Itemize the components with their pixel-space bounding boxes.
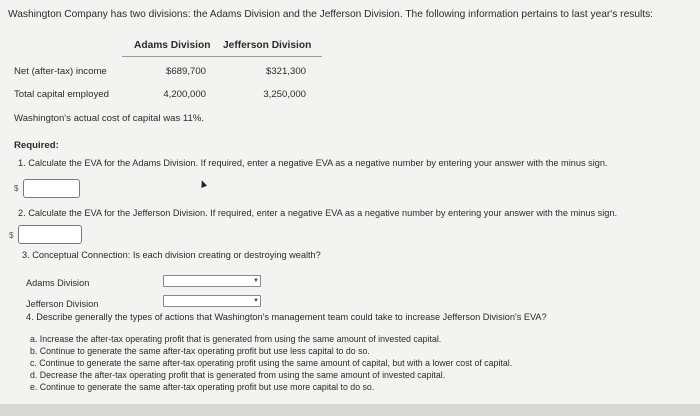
question-4-text: 4. Describe generally the types of actions that Washington's management team could take to increase Jefferson Division's EVA? [26, 312, 547, 322]
question-2-text: 2. Calculate the EVA for the Jefferson Division. If required, enter a negative EVA as a negative number by entering your answer with the minus sign. [18, 208, 618, 218]
jefferson-eva-input[interactable] [18, 225, 82, 244]
q4-option-e[interactable]: e. Continue to generate the same after-tax operating profit but use more capital to do so. [30, 382, 375, 392]
cost-of-capital-text: Washington's actual cost of capital was 11%. [14, 113, 205, 124]
cell-jefferson-total-capital: 3,250,000 [263, 89, 306, 100]
question-1-text: 1. Calculate the EVA for the Adams Division. If required, enter a negative EVA as a negative number by entering your answer with the minus sign. [18, 158, 608, 168]
mouse-cursor-icon [199, 179, 207, 188]
q4-option-b[interactable]: b. Continue to generate the same after-tax operating profit but use less capital to do so. [30, 346, 370, 356]
row-label-net-income: Net (after-tax) income [14, 66, 107, 77]
jefferson-wealth-dropdown[interactable] [163, 295, 261, 307]
required-label: Required: [14, 140, 59, 151]
adams-eva-input[interactable] [23, 179, 80, 198]
header-jefferson-division: Jefferson Division [223, 40, 312, 51]
adams-division-label: Adams Division [26, 278, 90, 288]
row-label-total-capital: Total capital employed [14, 89, 109, 100]
q1-currency-symbol: $ [14, 184, 19, 193]
header-adams-division: Adams Division [134, 40, 211, 51]
q4-option-d[interactable]: d. Decrease the after-tax operating profit that is generated from using the same amount of invested capital. [30, 370, 446, 380]
question-3-text: 3. Conceptual Connection: Is each division creating or destroying wealth? [22, 250, 321, 260]
q4-option-a[interactable]: a. Increase the after-tax operating profit that is generated from using the same amount of invested capital. [30, 334, 442, 344]
intro-text: Washington Company has two divisions: the Adams Division and the Jefferson Division. The following information pertains to last year's results: [8, 9, 654, 20]
chevron-down-icon: ▼ [253, 298, 259, 304]
cell-adams-total-capital: 4,200,000 [163, 89, 206, 100]
cell-adams-net-income: $689,700 [165, 66, 206, 77]
adams-wealth-dropdown[interactable] [163, 275, 261, 287]
bottom-bar [0, 404, 700, 416]
cell-jefferson-net-income: $321,300 [265, 66, 306, 77]
jefferson-division-label: Jefferson Division [26, 299, 99, 309]
q4-option-c[interactable]: c. Continue to generate the same after-tax operating profit using the same amount of capital, but with a lower cost of capital. [30, 358, 513, 368]
header-divider [122, 56, 322, 57]
q2-currency-symbol: $ [9, 231, 14, 240]
chevron-down-icon: ▼ [253, 278, 259, 284]
